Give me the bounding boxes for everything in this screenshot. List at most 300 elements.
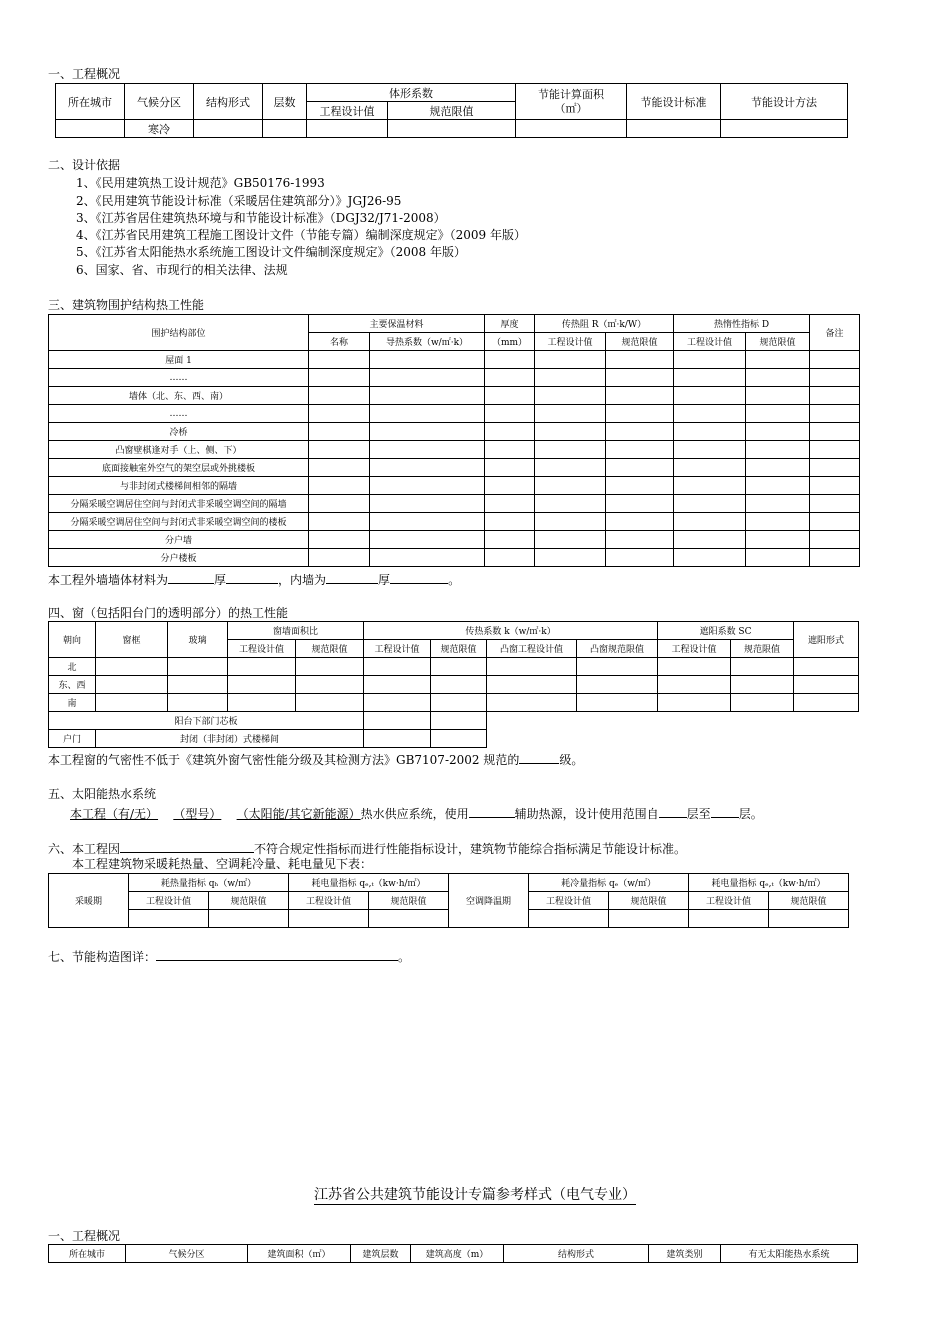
balcony-door-panel-label: 阳台下部门芯板 bbox=[49, 712, 364, 730]
cell[interactable] bbox=[769, 910, 849, 928]
cell[interactable] bbox=[309, 495, 370, 513]
cell[interactable] bbox=[674, 423, 746, 441]
table-row bbox=[49, 694, 859, 712]
header-frame: 窗框 bbox=[96, 622, 168, 658]
header-climate: 气候分区 bbox=[125, 84, 194, 120]
cell[interactable] bbox=[577, 694, 658, 712]
cell[interactable] bbox=[746, 477, 810, 495]
header-design-value: 工程设计值 bbox=[307, 102, 388, 120]
header-cooling-period: 空调降温期 bbox=[449, 874, 529, 928]
cell[interactable] bbox=[431, 658, 487, 676]
cell-standard[interactable] bbox=[627, 120, 721, 138]
cell[interactable] bbox=[485, 423, 535, 441]
basis-item: 4、《江苏省民用建筑工程施工图设计文件（节能专篇）编制深度规定》（2009 年版） bbox=[76, 228, 526, 242]
cell[interactable] bbox=[746, 495, 810, 513]
cell[interactable] bbox=[129, 910, 209, 928]
cell[interactable] bbox=[309, 387, 370, 405]
cell[interactable] bbox=[606, 549, 674, 567]
cell[interactable] bbox=[289, 910, 369, 928]
cell[interactable] bbox=[606, 423, 674, 441]
cell-structure[interactable] bbox=[194, 120, 263, 138]
construction-detail-blank[interactable] bbox=[156, 947, 398, 961]
solar-line bbox=[70, 804, 763, 822]
section5-heading: 五、太阳能热水系统 bbox=[48, 787, 157, 801]
header-elec-index-2: 耗电量指标 qₑ,ₜ（kw·h/㎡） bbox=[689, 874, 849, 892]
header-limit-value: 规范限值 bbox=[209, 892, 289, 910]
cell[interactable] bbox=[535, 495, 606, 513]
cell[interactable] bbox=[810, 441, 860, 459]
cell[interactable] bbox=[606, 441, 674, 459]
solar-yes-no[interactable]: 本工程（有/无） bbox=[70, 807, 159, 821]
cell[interactable] bbox=[746, 459, 810, 477]
cell[interactable] bbox=[731, 658, 794, 676]
stair-label: 封闭（非封闭）式楼梯间 bbox=[96, 730, 364, 748]
header-ratio: 窗墙面积比 bbox=[228, 622, 364, 640]
electrical-section-heading: 一、工程概况 bbox=[48, 1229, 121, 1243]
header-design-value: 工程设计值 bbox=[228, 640, 296, 658]
envelope-part-label: 分隔采暖空调居住空间与封闭式非采暖空调空间的隔墙 bbox=[49, 495, 309, 513]
cell[interactable] bbox=[209, 910, 289, 928]
cell[interactable] bbox=[309, 441, 370, 459]
header-area bbox=[516, 84, 627, 120]
cell-method[interactable] bbox=[721, 120, 848, 138]
cell[interactable] bbox=[485, 405, 535, 423]
wall-text-e: 。 bbox=[448, 573, 461, 587]
header-area-line2: （㎡） bbox=[554, 101, 588, 115]
header-limit-value: 规范限值 bbox=[609, 892, 689, 910]
basis-item: 1、《民用建筑热工设计规范》GB50176-1993 bbox=[76, 176, 325, 190]
header-conductivity: 导热系数（w/㎡·k） bbox=[370, 333, 485, 351]
basis-item: 6、国家、省、市现行的相关法律、法规 bbox=[76, 263, 288, 277]
cell[interactable] bbox=[370, 441, 485, 459]
cell[interactable] bbox=[606, 495, 674, 513]
cell[interactable] bbox=[370, 495, 485, 513]
cell[interactable] bbox=[370, 405, 485, 423]
table-row bbox=[49, 513, 860, 531]
table-row bbox=[49, 423, 860, 441]
cell[interactable] bbox=[431, 694, 487, 712]
cell[interactable] bbox=[810, 549, 860, 567]
cell[interactable] bbox=[606, 477, 674, 495]
header-inertia: 热惰性指标 D bbox=[674, 315, 810, 333]
header-resistance: 传热阻 R（㎡·k/W） bbox=[535, 315, 674, 333]
cell[interactable] bbox=[746, 387, 810, 405]
orient-cell: 东、西 bbox=[49, 676, 96, 694]
cell[interactable] bbox=[606, 387, 674, 405]
section6-heading: 六、本工程因 bbox=[48, 842, 121, 856]
cell[interactable] bbox=[309, 531, 370, 549]
table-row bbox=[49, 405, 860, 423]
cell[interactable] bbox=[485, 513, 535, 531]
header-limit-value: 规范限值 bbox=[369, 892, 449, 910]
reason-blank[interactable] bbox=[120, 839, 254, 853]
cell[interactable] bbox=[96, 694, 168, 712]
header-design-value: 工程设计值 bbox=[129, 892, 209, 910]
cell[interactable] bbox=[370, 351, 485, 369]
outer-wall-thickness-blank[interactable] bbox=[226, 570, 278, 584]
solar-text-d: 层。 bbox=[738, 807, 763, 821]
cell-limit[interactable] bbox=[388, 120, 516, 138]
project-overview-table bbox=[55, 83, 848, 138]
cell[interactable] bbox=[529, 910, 609, 928]
header-mm: （mm） bbox=[485, 333, 535, 351]
cell[interactable] bbox=[577, 658, 658, 676]
cell[interactable] bbox=[810, 351, 860, 369]
inner-wall-thickness-blank[interactable] bbox=[390, 570, 448, 584]
cell[interactable] bbox=[309, 423, 370, 441]
header-city: 所在城市 bbox=[49, 1245, 126, 1263]
table-row bbox=[49, 658, 859, 676]
header-city: 所在城市 bbox=[56, 84, 125, 120]
cell[interactable] bbox=[674, 459, 746, 477]
header-thickness: 厚度 bbox=[485, 315, 535, 333]
airtightness-line bbox=[48, 750, 583, 768]
basis-item: 2、《民用建筑节能设计标准（采暖居住建筑部分）》JGJ26-95 bbox=[76, 194, 402, 208]
section2-heading: 二、设计依据 bbox=[48, 158, 121, 172]
cell[interactable] bbox=[370, 423, 485, 441]
page-title-text: 江苏省公共建筑节能设计专篇参考样式（电气专业） bbox=[314, 1187, 636, 1203]
cell[interactable] bbox=[485, 387, 535, 405]
header-solar: 有无太阳能热水系统 bbox=[721, 1245, 858, 1263]
header-heating-period: 采暖期 bbox=[49, 874, 129, 928]
floor-from-blank[interactable] bbox=[659, 804, 687, 818]
cell[interactable] bbox=[674, 369, 746, 387]
cell[interactable] bbox=[810, 369, 860, 387]
cell[interactable] bbox=[606, 459, 674, 477]
header-limit-value: 规范限值 bbox=[388, 102, 516, 120]
table-row bbox=[49, 351, 860, 369]
table-row bbox=[49, 459, 860, 477]
cell[interactable] bbox=[228, 676, 296, 694]
cell[interactable] bbox=[731, 676, 794, 694]
airtightness-text: 本工程窗的气密性不低于《建筑外窗气密性能分级及其检测方法》GB7107-2002 规范的 bbox=[48, 753, 520, 767]
header-elec-index: 耗电量指标 qₑ,ₜ（kw·h/㎡） bbox=[289, 874, 449, 892]
header-design-value: 工程设计值 bbox=[689, 892, 769, 910]
cell[interactable] bbox=[485, 369, 535, 387]
header-limit-value: 规范限值 bbox=[431, 640, 487, 658]
cell[interactable] bbox=[606, 369, 674, 387]
cell[interactable] bbox=[168, 658, 228, 676]
envelope-thermal-table bbox=[48, 314, 860, 567]
cell-climate: 寒冷 bbox=[125, 120, 194, 138]
section6-line bbox=[48, 839, 686, 857]
cell[interactable] bbox=[658, 676, 731, 694]
cell[interactable] bbox=[309, 549, 370, 567]
cell[interactable] bbox=[810, 387, 860, 405]
cell[interactable] bbox=[228, 658, 296, 676]
section4-heading: 四、窗（包括阳台门的透明部分）的热工性能 bbox=[48, 606, 289, 620]
envelope-part-label: 底面接触室外空气的架空层或外挑楼板 bbox=[49, 459, 309, 477]
section6-sub: 本工程建筑物采暖耗热量、空调耗冷量、耗电量见下表： bbox=[72, 857, 373, 871]
cell[interactable] bbox=[731, 694, 794, 712]
cell[interactable] bbox=[535, 513, 606, 531]
basis-item: 5、《江苏省太阳能热水系统施工图设计文件编制深度规定》（2008 年版） bbox=[76, 245, 466, 259]
envelope-part-label: 分隔采暖空调居住空间与封闭式非采暖空调空间的楼板 bbox=[49, 513, 309, 531]
envelope-part-label: …… bbox=[49, 369, 309, 387]
basis-item: 3、《江苏省居住建筑热环境与和节能设计标准》（DGJ32/J71-2008） bbox=[76, 211, 446, 225]
cell[interactable] bbox=[364, 658, 431, 676]
cell[interactable] bbox=[674, 351, 746, 369]
table-row bbox=[49, 549, 860, 567]
table-row bbox=[49, 712, 859, 730]
envelope-part-label: 分户楼板 bbox=[49, 549, 309, 567]
cell[interactable] bbox=[535, 477, 606, 495]
cell[interactable] bbox=[309, 351, 370, 369]
cell[interactable] bbox=[96, 658, 168, 676]
header-height: 建筑高度（m） bbox=[411, 1245, 504, 1263]
header-limit-value: 规范限值 bbox=[769, 892, 849, 910]
inner-wall-material-blank[interactable] bbox=[326, 570, 378, 584]
header-bay-limit: 凸窗规范限值 bbox=[577, 640, 658, 658]
section1-heading: 一、工程概况 bbox=[48, 67, 121, 81]
header-limit-value: 规范限值 bbox=[731, 640, 794, 658]
cell[interactable] bbox=[431, 712, 487, 730]
header-bay-design: 凸窗工程设计值 bbox=[487, 640, 577, 658]
header-cool-index: 耗冷量指标 qₑ（w/㎡） bbox=[529, 874, 689, 892]
solar-type[interactable]: （太阳能/其它新能源） bbox=[236, 807, 361, 821]
header-sc: 遮阳系数 SC bbox=[658, 622, 794, 640]
cell[interactable] bbox=[810, 423, 860, 441]
cell[interactable] bbox=[609, 910, 689, 928]
table-row bbox=[49, 531, 860, 549]
envelope-part-label: 冷桥 bbox=[49, 423, 309, 441]
cell[interactable] bbox=[810, 477, 860, 495]
cell[interactable] bbox=[485, 459, 535, 477]
header-climate: 气候分区 bbox=[126, 1245, 248, 1263]
envelope-part-label: 墙体（北、东、西、南） bbox=[49, 387, 309, 405]
cell[interactable] bbox=[431, 676, 487, 694]
table-row bbox=[49, 477, 860, 495]
cell[interactable] bbox=[309, 459, 370, 477]
orient-cell: 北 bbox=[49, 658, 96, 676]
cell[interactable] bbox=[810, 531, 860, 549]
cell[interactable] bbox=[674, 549, 746, 567]
envelope-part-label: 分户墙 bbox=[49, 531, 309, 549]
solar-text-a: 热水供应系统，使用 bbox=[360, 807, 469, 821]
cell[interactable] bbox=[487, 676, 577, 694]
wall-text-d: 厚 bbox=[378, 573, 391, 587]
cell[interactable] bbox=[370, 477, 485, 495]
window-thermal-table bbox=[48, 621, 859, 748]
cell[interactable] bbox=[746, 405, 810, 423]
header-shape-coef: 体形系数 bbox=[307, 84, 516, 102]
cell[interactable] bbox=[364, 712, 431, 730]
cell[interactable] bbox=[535, 423, 606, 441]
outer-wall-material-blank[interactable] bbox=[168, 570, 214, 584]
cell[interactable] bbox=[794, 658, 859, 676]
cell[interactable] bbox=[674, 477, 746, 495]
cell[interactable] bbox=[370, 531, 485, 549]
cell[interactable] bbox=[535, 369, 606, 387]
header-area: 建筑面积（㎡） bbox=[248, 1245, 351, 1263]
cell[interactable] bbox=[168, 694, 228, 712]
table-row bbox=[49, 441, 860, 459]
header-limit-value: 规范限值 bbox=[296, 640, 364, 658]
airtightness-grade-blank[interactable] bbox=[519, 750, 559, 764]
header-design-value: 工程设计值 bbox=[529, 892, 609, 910]
cell[interactable] bbox=[674, 405, 746, 423]
wall-material-line bbox=[48, 570, 460, 588]
section3-heading: 三、建筑物围护结构热工性能 bbox=[48, 298, 205, 312]
cell[interactable] bbox=[746, 441, 810, 459]
cell[interactable] bbox=[810, 405, 860, 423]
wall-text-b: 厚 bbox=[214, 573, 227, 587]
cell[interactable] bbox=[370, 369, 485, 387]
cell[interactable] bbox=[96, 676, 168, 694]
header-glass: 玻璃 bbox=[168, 622, 228, 658]
header-part: 围护结构部位 bbox=[49, 315, 309, 351]
cell[interactable] bbox=[674, 531, 746, 549]
header-floors: 建筑层数 bbox=[351, 1245, 411, 1263]
door-label: 户门 bbox=[49, 730, 96, 748]
cell[interactable] bbox=[674, 513, 746, 531]
cell[interactable] bbox=[485, 351, 535, 369]
table-row bbox=[49, 495, 860, 513]
envelope-part-label: …… bbox=[49, 405, 309, 423]
cell[interactable] bbox=[535, 459, 606, 477]
orient-cell: 南 bbox=[49, 694, 96, 712]
section7-line bbox=[48, 947, 410, 965]
header-category: 建筑类别 bbox=[649, 1245, 721, 1263]
cell[interactable] bbox=[606, 351, 674, 369]
cell[interactable] bbox=[810, 459, 860, 477]
cell[interactable] bbox=[794, 694, 859, 712]
cell[interactable] bbox=[535, 387, 606, 405]
cell[interactable] bbox=[309, 477, 370, 495]
solar-model[interactable]: （型号） bbox=[173, 807, 222, 821]
cell[interactable] bbox=[810, 495, 860, 513]
cell-design[interactable] bbox=[307, 120, 388, 138]
energy-consumption-table bbox=[48, 873, 849, 928]
header-design-value: 工程设计值 bbox=[535, 333, 606, 351]
cell[interactable] bbox=[168, 676, 228, 694]
cell[interactable] bbox=[309, 513, 370, 531]
cell[interactable] bbox=[746, 531, 810, 549]
cell[interactable] bbox=[535, 531, 606, 549]
cell[interactable] bbox=[577, 676, 658, 694]
cell[interactable] bbox=[485, 531, 535, 549]
envelope-part-label: 凸窗壁棋逢对手（上、侧、下） bbox=[49, 441, 309, 459]
cell[interactable] bbox=[535, 351, 606, 369]
electrical-overview-table bbox=[48, 1244, 858, 1263]
cell[interactable] bbox=[370, 549, 485, 567]
cell[interactable] bbox=[606, 405, 674, 423]
floor-to-blank[interactable] bbox=[711, 804, 739, 818]
airtightness-suffix: 级。 bbox=[559, 753, 584, 767]
cell[interactable] bbox=[309, 369, 370, 387]
cell[interactable] bbox=[370, 459, 485, 477]
cell[interactable] bbox=[535, 549, 606, 567]
cell[interactable] bbox=[364, 730, 431, 748]
cell[interactable] bbox=[674, 495, 746, 513]
header-structure: 结构形式 bbox=[504, 1245, 649, 1263]
cell[interactable] bbox=[746, 549, 810, 567]
cell[interactable] bbox=[658, 658, 731, 676]
cell[interactable] bbox=[369, 910, 449, 928]
cell[interactable] bbox=[370, 387, 485, 405]
header-limit-value: 规范限值 bbox=[606, 333, 674, 351]
cell[interactable] bbox=[485, 549, 535, 567]
header-design-value: 工程设计值 bbox=[658, 640, 731, 658]
cell[interactable] bbox=[364, 676, 431, 694]
cell[interactable] bbox=[485, 441, 535, 459]
cell[interactable] bbox=[674, 441, 746, 459]
cell[interactable] bbox=[535, 441, 606, 459]
section7-heading: 七、节能构造图详： bbox=[48, 950, 157, 964]
cell[interactable] bbox=[370, 513, 485, 531]
header-design-value: 工程设计值 bbox=[289, 892, 369, 910]
cell[interactable] bbox=[658, 694, 731, 712]
header-area-line1: 节能计算面积 bbox=[538, 87, 604, 101]
solar-text-c: 层至 bbox=[686, 807, 711, 821]
aux-heat-blank[interactable] bbox=[469, 804, 515, 818]
table-row bbox=[49, 369, 860, 387]
header-standard: 节能设计标准 bbox=[627, 84, 721, 120]
cell[interactable] bbox=[746, 513, 810, 531]
header-method: 节能设计方法 bbox=[721, 84, 848, 120]
cell[interactable] bbox=[689, 910, 769, 928]
cell[interactable] bbox=[810, 513, 860, 531]
cell[interactable] bbox=[431, 730, 487, 748]
cell[interactable] bbox=[535, 405, 606, 423]
cell-city[interactable] bbox=[56, 120, 125, 138]
cell-floors[interactable] bbox=[263, 120, 307, 138]
table-row bbox=[49, 676, 859, 694]
cell[interactable] bbox=[485, 495, 535, 513]
empty-area bbox=[487, 712, 859, 748]
cell[interactable] bbox=[487, 694, 577, 712]
header-shading: 遮阳形式 bbox=[794, 622, 859, 658]
header-floors: 层数 bbox=[263, 84, 307, 120]
cell[interactable] bbox=[485, 477, 535, 495]
header-material: 主要保温材料 bbox=[309, 315, 485, 333]
cell[interactable] bbox=[674, 387, 746, 405]
header-orient: 朝向 bbox=[49, 622, 96, 658]
wall-text-c: ，内墙为 bbox=[278, 573, 327, 587]
section6-tail: 不符合规定性指标而进行性能指标设计，建筑物节能综合指标满足节能设计标准。 bbox=[254, 842, 687, 856]
header-k: 传热系数 k（w/㎡·k） bbox=[364, 622, 658, 640]
cell[interactable] bbox=[309, 405, 370, 423]
cell[interactable] bbox=[296, 694, 364, 712]
cell[interactable] bbox=[606, 513, 674, 531]
wall-text-a: 本工程外墙墙体材料为 bbox=[48, 573, 169, 587]
cell[interactable] bbox=[296, 658, 364, 676]
cell[interactable] bbox=[296, 676, 364, 694]
table-row bbox=[49, 387, 860, 405]
cell[interactable] bbox=[746, 351, 810, 369]
cell[interactable] bbox=[228, 694, 296, 712]
cell[interactable] bbox=[794, 676, 859, 694]
header-remark: 备注 bbox=[810, 315, 860, 351]
envelope-part-label: 与非封闭式楼梯间相邻的隔墙 bbox=[49, 477, 309, 495]
header-limit-value: 规范限值 bbox=[746, 333, 810, 351]
header-design-value: 工程设计值 bbox=[674, 333, 746, 351]
envelope-part-label: 屋面 1 bbox=[49, 351, 309, 369]
cell[interactable] bbox=[746, 369, 810, 387]
cell[interactable] bbox=[606, 531, 674, 549]
cell[interactable] bbox=[746, 423, 810, 441]
header-structure: 结构形式 bbox=[194, 84, 263, 120]
cell-area[interactable] bbox=[516, 120, 627, 138]
page-title bbox=[0, 1184, 950, 1204]
solar-text-b: 辅助热源，设计使用范围自 bbox=[514, 807, 659, 821]
header-heat-index: 耗热量指标 qₕ（w/㎡） bbox=[129, 874, 289, 892]
cell[interactable] bbox=[364, 694, 431, 712]
cell[interactable] bbox=[487, 658, 577, 676]
header-design-value: 工程设计值 bbox=[364, 640, 431, 658]
header-name: 名称 bbox=[309, 333, 370, 351]
section7-end: 。 bbox=[398, 950, 411, 964]
